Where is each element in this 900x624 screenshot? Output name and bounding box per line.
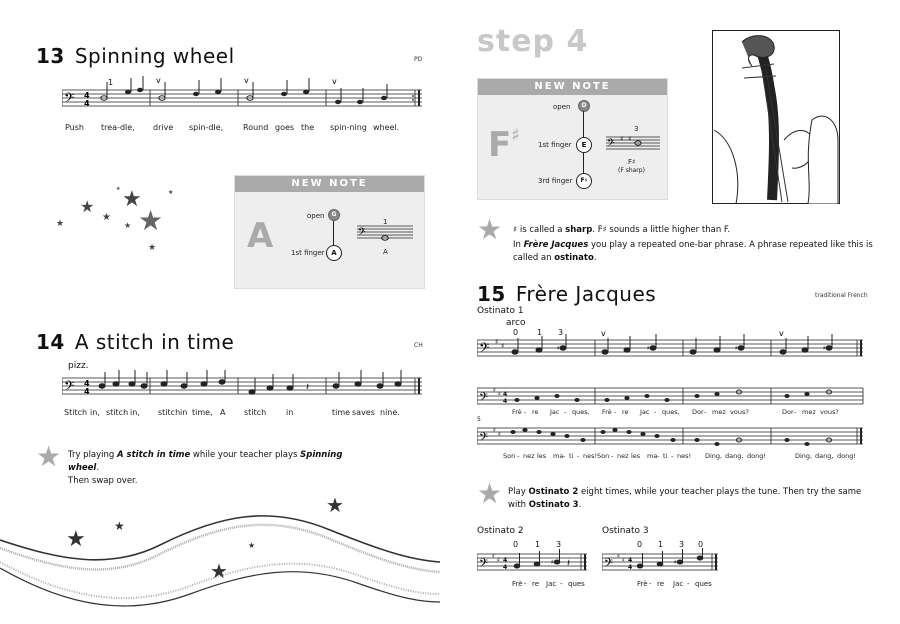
string-line	[333, 221, 334, 247]
star-icon: ★	[148, 243, 157, 253]
svg-text:♯: ♯	[497, 557, 500, 564]
credit: traditional French	[815, 292, 868, 299]
piece-13-title	[36, 44, 235, 68]
star-icon: ★	[168, 189, 174, 196]
lyric: -	[657, 452, 660, 460]
star-icon: ★	[210, 559, 228, 583]
lyric: dong!	[747, 452, 766, 460]
star-icon: ★	[477, 213, 503, 246]
arco-marking: arco	[506, 318, 526, 328]
lyric: Push	[65, 123, 84, 132]
lyric: -	[611, 452, 614, 460]
text-part: eight times, while your teacher plays the tune. Then try the same	[578, 487, 862, 497]
svg-text:𝄢: 𝄢	[479, 557, 489, 573]
svg-text:v: v	[244, 76, 249, 85]
lyric: Ding,	[705, 452, 723, 460]
lyric: vous?	[820, 408, 839, 416]
svg-text:𝄢: 𝄢	[358, 226, 366, 240]
star-icon: ★	[36, 440, 62, 473]
lyric: ques,	[662, 408, 680, 416]
sharp-symbol: ♯	[513, 225, 518, 235]
star-icon: ★	[248, 541, 256, 550]
piece-number: 15	[477, 282, 506, 306]
lyric: Son	[597, 452, 610, 460]
svg-text:♯: ♯	[647, 345, 650, 352]
lyric: -	[654, 408, 657, 416]
svg-text:♯: ♯	[498, 391, 501, 398]
lyric: -	[577, 452, 580, 460]
svg-text:♯: ♯	[495, 338, 499, 346]
tip-emphasis: Spinning wheel	[68, 450, 343, 473]
lyric: Jac	[546, 580, 557, 588]
text-part: with	[508, 500, 529, 510]
lyric: Frè	[602, 408, 612, 416]
text-part: . F♯ sounds a little higher than F.	[592, 225, 731, 235]
lyric: spin-dle,	[189, 123, 224, 132]
lyric: mez	[802, 408, 816, 416]
sharp-info-text	[513, 224, 873, 265]
fingering: 3	[556, 540, 562, 549]
lyric: in,	[130, 408, 140, 417]
svg-text:v: v	[332, 77, 337, 86]
finger-label: 3rd finger	[538, 177, 573, 185]
sharp-sign: ♯	[511, 125, 520, 146]
svg-text:♯: ♯	[493, 387, 496, 394]
svg-text:v: v	[156, 76, 161, 85]
staff-ostinato-3	[602, 548, 722, 576]
svg-text:♯: ♯	[735, 345, 738, 352]
lyric: stitch	[244, 408, 267, 417]
star-icon: ★	[138, 204, 164, 237]
staff-tune-line-2	[477, 424, 869, 448]
lyric: Frè	[512, 580, 523, 588]
star-decoration	[50, 180, 190, 260]
cello-player-image	[712, 30, 840, 204]
bar-number: 5	[477, 416, 481, 423]
svg-text:4: 4	[628, 557, 633, 564]
svg-text:𝄢: 𝄢	[479, 431, 489, 447]
text-part: Play	[508, 487, 529, 497]
lyric: les	[631, 452, 641, 460]
lyric: spin-ning	[330, 123, 367, 132]
lyric: ques	[695, 580, 712, 588]
staff-ostinato-1	[477, 330, 869, 364]
fingering: 1	[537, 328, 543, 337]
svg-text:♯: ♯	[557, 345, 560, 352]
lyric: dang,	[725, 452, 744, 460]
star-icon: ★	[56, 219, 65, 229]
piece-number: 14	[36, 330, 65, 354]
open-string-circle: G	[328, 209, 340, 221]
lyric: the	[301, 123, 315, 132]
svg-text:𝄢: 𝄢	[64, 378, 75, 397]
lyric: re	[657, 580, 665, 588]
lyric: drive	[153, 123, 174, 132]
lyric: ma	[647, 452, 658, 460]
staff-note-name-long: (F sharp)	[618, 167, 645, 174]
lyric: Dor	[692, 408, 704, 416]
text-emphasis: sharp	[565, 225, 593, 235]
piece-name: Spinning wheel	[74, 44, 235, 68]
lyric: ti	[663, 452, 668, 460]
staff-tune-line-1	[477, 384, 869, 406]
note-letter: A	[247, 216, 274, 256]
lyric: -	[704, 408, 707, 416]
fingering: 3	[679, 540, 685, 549]
lyric: dong!	[837, 452, 856, 460]
svg-text:♯: ♯	[498, 431, 501, 438]
svg-text:4: 4	[628, 564, 633, 571]
svg-text:4: 4	[503, 398, 508, 405]
credit: PD	[414, 56, 423, 63]
text-part: .	[593, 253, 597, 263]
open-label: open	[307, 212, 325, 220]
lyric: time	[332, 408, 351, 417]
lyric: in	[180, 408, 188, 417]
fingering: 0	[513, 540, 519, 549]
lyric: vous?	[730, 408, 749, 416]
text-part: In	[513, 240, 524, 250]
pizz-marking: pizz.	[68, 361, 89, 371]
svg-text:4: 4	[503, 391, 508, 398]
text-part: called an	[513, 253, 555, 263]
star-icon: ★	[326, 493, 344, 517]
new-note-fsharp-box	[477, 78, 668, 200]
lyric: les	[537, 452, 547, 460]
lyric: Son	[503, 452, 516, 460]
text-part: .	[578, 500, 582, 510]
text-emphasis: Ostinato 2	[528, 487, 579, 497]
finger-label: 1st finger	[538, 141, 572, 149]
svg-text:♯: ♯	[674, 559, 677, 566]
finger-label: 1st finger	[291, 249, 325, 257]
star-icon: ★	[116, 186, 121, 192]
svg-text:𝄽: 𝄽	[567, 558, 571, 569]
staff-note-name: A	[383, 248, 388, 256]
svg-text:♯: ♯	[551, 559, 554, 566]
lyric: goes	[275, 123, 295, 132]
lyric: trea-dle,	[101, 123, 135, 132]
fingering: 0	[637, 540, 643, 549]
lyric: in,	[90, 408, 100, 417]
svg-text:♯: ♯	[823, 345, 826, 352]
fingering: 1	[108, 78, 114, 87]
lyric: ques	[568, 580, 585, 588]
lyric: Jac	[550, 408, 560, 416]
svg-text:♯: ♯	[617, 553, 620, 560]
svg-text:𝄢: 𝄢	[64, 90, 75, 109]
lyric: -	[524, 408, 527, 416]
lyric: A	[220, 408, 226, 417]
staff-note-name: F♯	[628, 158, 636, 166]
lyric: nez	[617, 452, 629, 460]
svg-text:4: 4	[503, 557, 508, 564]
lyric: Jac	[640, 408, 650, 416]
finger-circle: A	[326, 245, 342, 261]
star-icon: ★	[124, 221, 132, 230]
staff-ostinato-2	[477, 548, 589, 576]
svg-text:♯: ♯	[501, 342, 505, 350]
finger-circle: E	[576, 137, 592, 153]
lyric: Jac	[673, 580, 684, 588]
star-icon: ★	[122, 187, 142, 212]
lyric: re	[532, 580, 540, 588]
fingering: 3	[558, 328, 564, 337]
ostinato-2-label: Ostinato 2	[477, 526, 524, 536]
staff-finger: 3	[634, 125, 639, 133]
svg-text:𝄢: 𝄢	[479, 391, 489, 406]
lyric: -	[524, 580, 527, 588]
lyric: stitch	[106, 408, 129, 417]
lyric: -	[614, 408, 617, 416]
lyric: in	[286, 408, 294, 417]
text-emphasis: ostinato	[554, 253, 594, 263]
staff-finger: 1	[383, 218, 388, 226]
lyric: -	[687, 580, 690, 588]
svg-text:4: 4	[84, 387, 90, 396]
open-string-circle: D	[578, 100, 590, 112]
lyric: wheel.	[373, 123, 400, 132]
tip-line: Then swap over.	[68, 476, 138, 486]
star-icon: ★	[477, 477, 503, 510]
svg-text:♯: ♯	[628, 135, 632, 143]
svg-text:𝄢: 𝄢	[607, 137, 615, 151]
star-icon: ★	[66, 527, 86, 552]
text-emphasis: Frère Jacques	[523, 240, 589, 250]
star-icon: ★	[102, 212, 111, 223]
lyric: re	[622, 408, 629, 416]
svg-text:v: v	[779, 330, 784, 338]
new-note-header: NEW NOTE	[235, 176, 424, 192]
tip-text-part: Try playing	[68, 450, 118, 460]
step-heading: step 4	[477, 24, 589, 59]
wave-decoration	[0, 490, 440, 624]
lyric: Frè	[637, 580, 648, 588]
new-note-a-box	[234, 175, 425, 289]
svg-text:4: 4	[84, 99, 90, 108]
lyric: -	[649, 580, 652, 588]
lyric: nes!	[677, 452, 692, 460]
new-note-header: NEW NOTE	[478, 79, 667, 95]
text-part: you play a repeated one-bar phrase. A phrase repeated like this is	[588, 240, 873, 250]
lyric: -	[517, 452, 520, 460]
svg-text:♯: ♯	[493, 427, 496, 434]
lyric: stitch	[158, 408, 181, 417]
svg-text:♯: ♯	[620, 135, 624, 143]
staff-14	[62, 370, 432, 406]
staff-13	[62, 76, 432, 120]
lyric: nez	[523, 452, 535, 460]
svg-text:4: 4	[84, 91, 90, 100]
credit: CH	[414, 342, 423, 349]
svg-text:♯: ♯	[492, 553, 495, 560]
lyric: mez	[712, 408, 726, 416]
svg-text:4: 4	[84, 379, 90, 388]
tip-text-part: .	[96, 463, 100, 473]
svg-text:𝄢: 𝄢	[604, 557, 614, 573]
lyric: ma	[553, 452, 564, 460]
star-icon: ★	[80, 197, 95, 216]
tip-text-part: while your teacher plays	[190, 450, 301, 460]
piece-15-title	[477, 282, 656, 306]
lyric: Ding,	[795, 452, 813, 460]
fingering: 0	[513, 328, 519, 337]
piece-name: Frère Jacques	[515, 282, 657, 306]
lyric: -	[671, 452, 674, 460]
lyric: Dor	[782, 408, 794, 416]
svg-text:♯: ♯	[622, 557, 625, 564]
fingering: 0	[698, 540, 704, 549]
open-label: open	[553, 103, 571, 111]
text-emphasis: Ostinato 3	[528, 500, 579, 510]
lyric: -	[564, 408, 567, 416]
svg-text:4: 4	[503, 564, 508, 571]
ostinato-1-label: Ostinato 1	[477, 306, 524, 316]
lyric: Round	[243, 123, 269, 132]
lyric: re	[532, 408, 539, 416]
note-letter-text: F	[488, 125, 512, 165]
svg-text:𝄽: 𝄽	[306, 382, 310, 393]
lyric: -	[794, 408, 797, 416]
text-part: is called a	[517, 225, 566, 235]
note-letter	[488, 125, 520, 165]
fingering: 1	[658, 540, 664, 549]
lyric: Stitch	[64, 408, 88, 417]
piece-14-title	[36, 330, 234, 354]
lyric: dang,	[815, 452, 834, 460]
lyric: ti	[569, 452, 574, 460]
lyric: ques,	[572, 408, 590, 416]
star-icon: ★	[114, 519, 125, 533]
tip-text	[68, 449, 368, 488]
svg-text:𝄢: 𝄢	[479, 340, 490, 359]
fingering: 1	[535, 540, 541, 549]
lyric: time,	[192, 408, 213, 417]
play-tip-text	[508, 486, 878, 512]
lyric: -	[563, 452, 566, 460]
tip-emphasis: A stitch in time	[117, 450, 191, 460]
piece-name: A stitch in time	[74, 330, 235, 354]
svg-text:v: v	[601, 330, 606, 338]
mini-staff	[604, 131, 662, 161]
lyric: saves	[352, 408, 375, 417]
lyric: -	[560, 580, 563, 588]
lyric: nes!	[583, 452, 598, 460]
piece-number: 13	[36, 44, 65, 68]
lyric: nine.	[380, 408, 400, 417]
lyric: Frè	[512, 408, 522, 416]
finger-circle: F♯	[576, 173, 592, 189]
ostinato-3-label: Ostinato 3	[602, 526, 649, 536]
